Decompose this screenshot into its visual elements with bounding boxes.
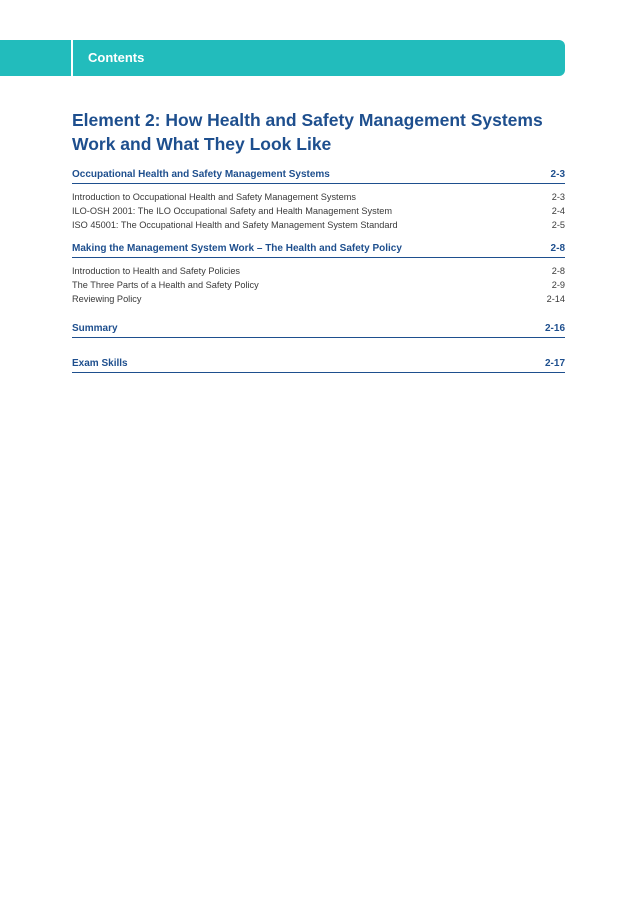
element-title: Element 2: How Health and Safety Management Systems Work and What They Look Like — [72, 110, 543, 154]
contents-label: Contents — [88, 50, 145, 65]
header-divider — [71, 40, 73, 76]
entry-page: 2-3 — [551, 192, 565, 202]
toc-section-exam-skills[interactable] — [72, 357, 565, 373]
entry-page: 2-4 — [551, 206, 565, 216]
entry-page: 2-8 — [551, 266, 565, 276]
toc-entry[interactable] — [72, 204, 565, 218]
section-title: Summary — [72, 323, 118, 334]
toc-section-summary[interactable] — [72, 322, 565, 338]
section-page: 2-16 — [544, 323, 565, 334]
entry-title: ILO-OSH 2001: The ILO Occupational Safety and Health Management System — [72, 206, 393, 216]
section-page: 2-8 — [550, 243, 565, 254]
entry-page: 2-9 — [551, 280, 565, 290]
toc-entry[interactable] — [72, 278, 565, 292]
section-page: 2-17 — [544, 358, 565, 369]
section-1-entries — [72, 190, 565, 232]
entry-title: Reviewing Policy — [72, 294, 142, 304]
toc-section-2[interactable] — [72, 242, 565, 258]
toc-section-1[interactable] — [72, 168, 565, 184]
entry-page: 2-5 — [551, 220, 565, 230]
toc-entry[interactable] — [72, 292, 565, 306]
entry-page: 2-14 — [546, 294, 565, 304]
toc-entry[interactable] — [72, 264, 565, 278]
section-page: 2-3 — [550, 169, 565, 180]
entry-title: Introduction to Health and Safety Policies — [72, 266, 241, 276]
contents-header-bar — [0, 40, 565, 76]
section-title: Making the Management System Work – The Health and Safety Policy — [72, 243, 402, 254]
section-title: Occupational Health and Safety Management Systems — [72, 169, 330, 180]
entry-title: Introduction to Occupational Health and Safety Management Systems — [72, 192, 356, 202]
entry-title: ISO 45001: The Occupational Health and Safety Management System Standard — [72, 220, 398, 230]
section-2-entries — [72, 264, 565, 306]
toc-entry[interactable] — [72, 190, 565, 204]
section-title: Exam Skills — [72, 358, 128, 369]
entry-title: The Three Parts of a Health and Safety Policy — [72, 280, 259, 290]
table-of-contents — [72, 168, 565, 373]
toc-entry[interactable] — [72, 218, 565, 232]
